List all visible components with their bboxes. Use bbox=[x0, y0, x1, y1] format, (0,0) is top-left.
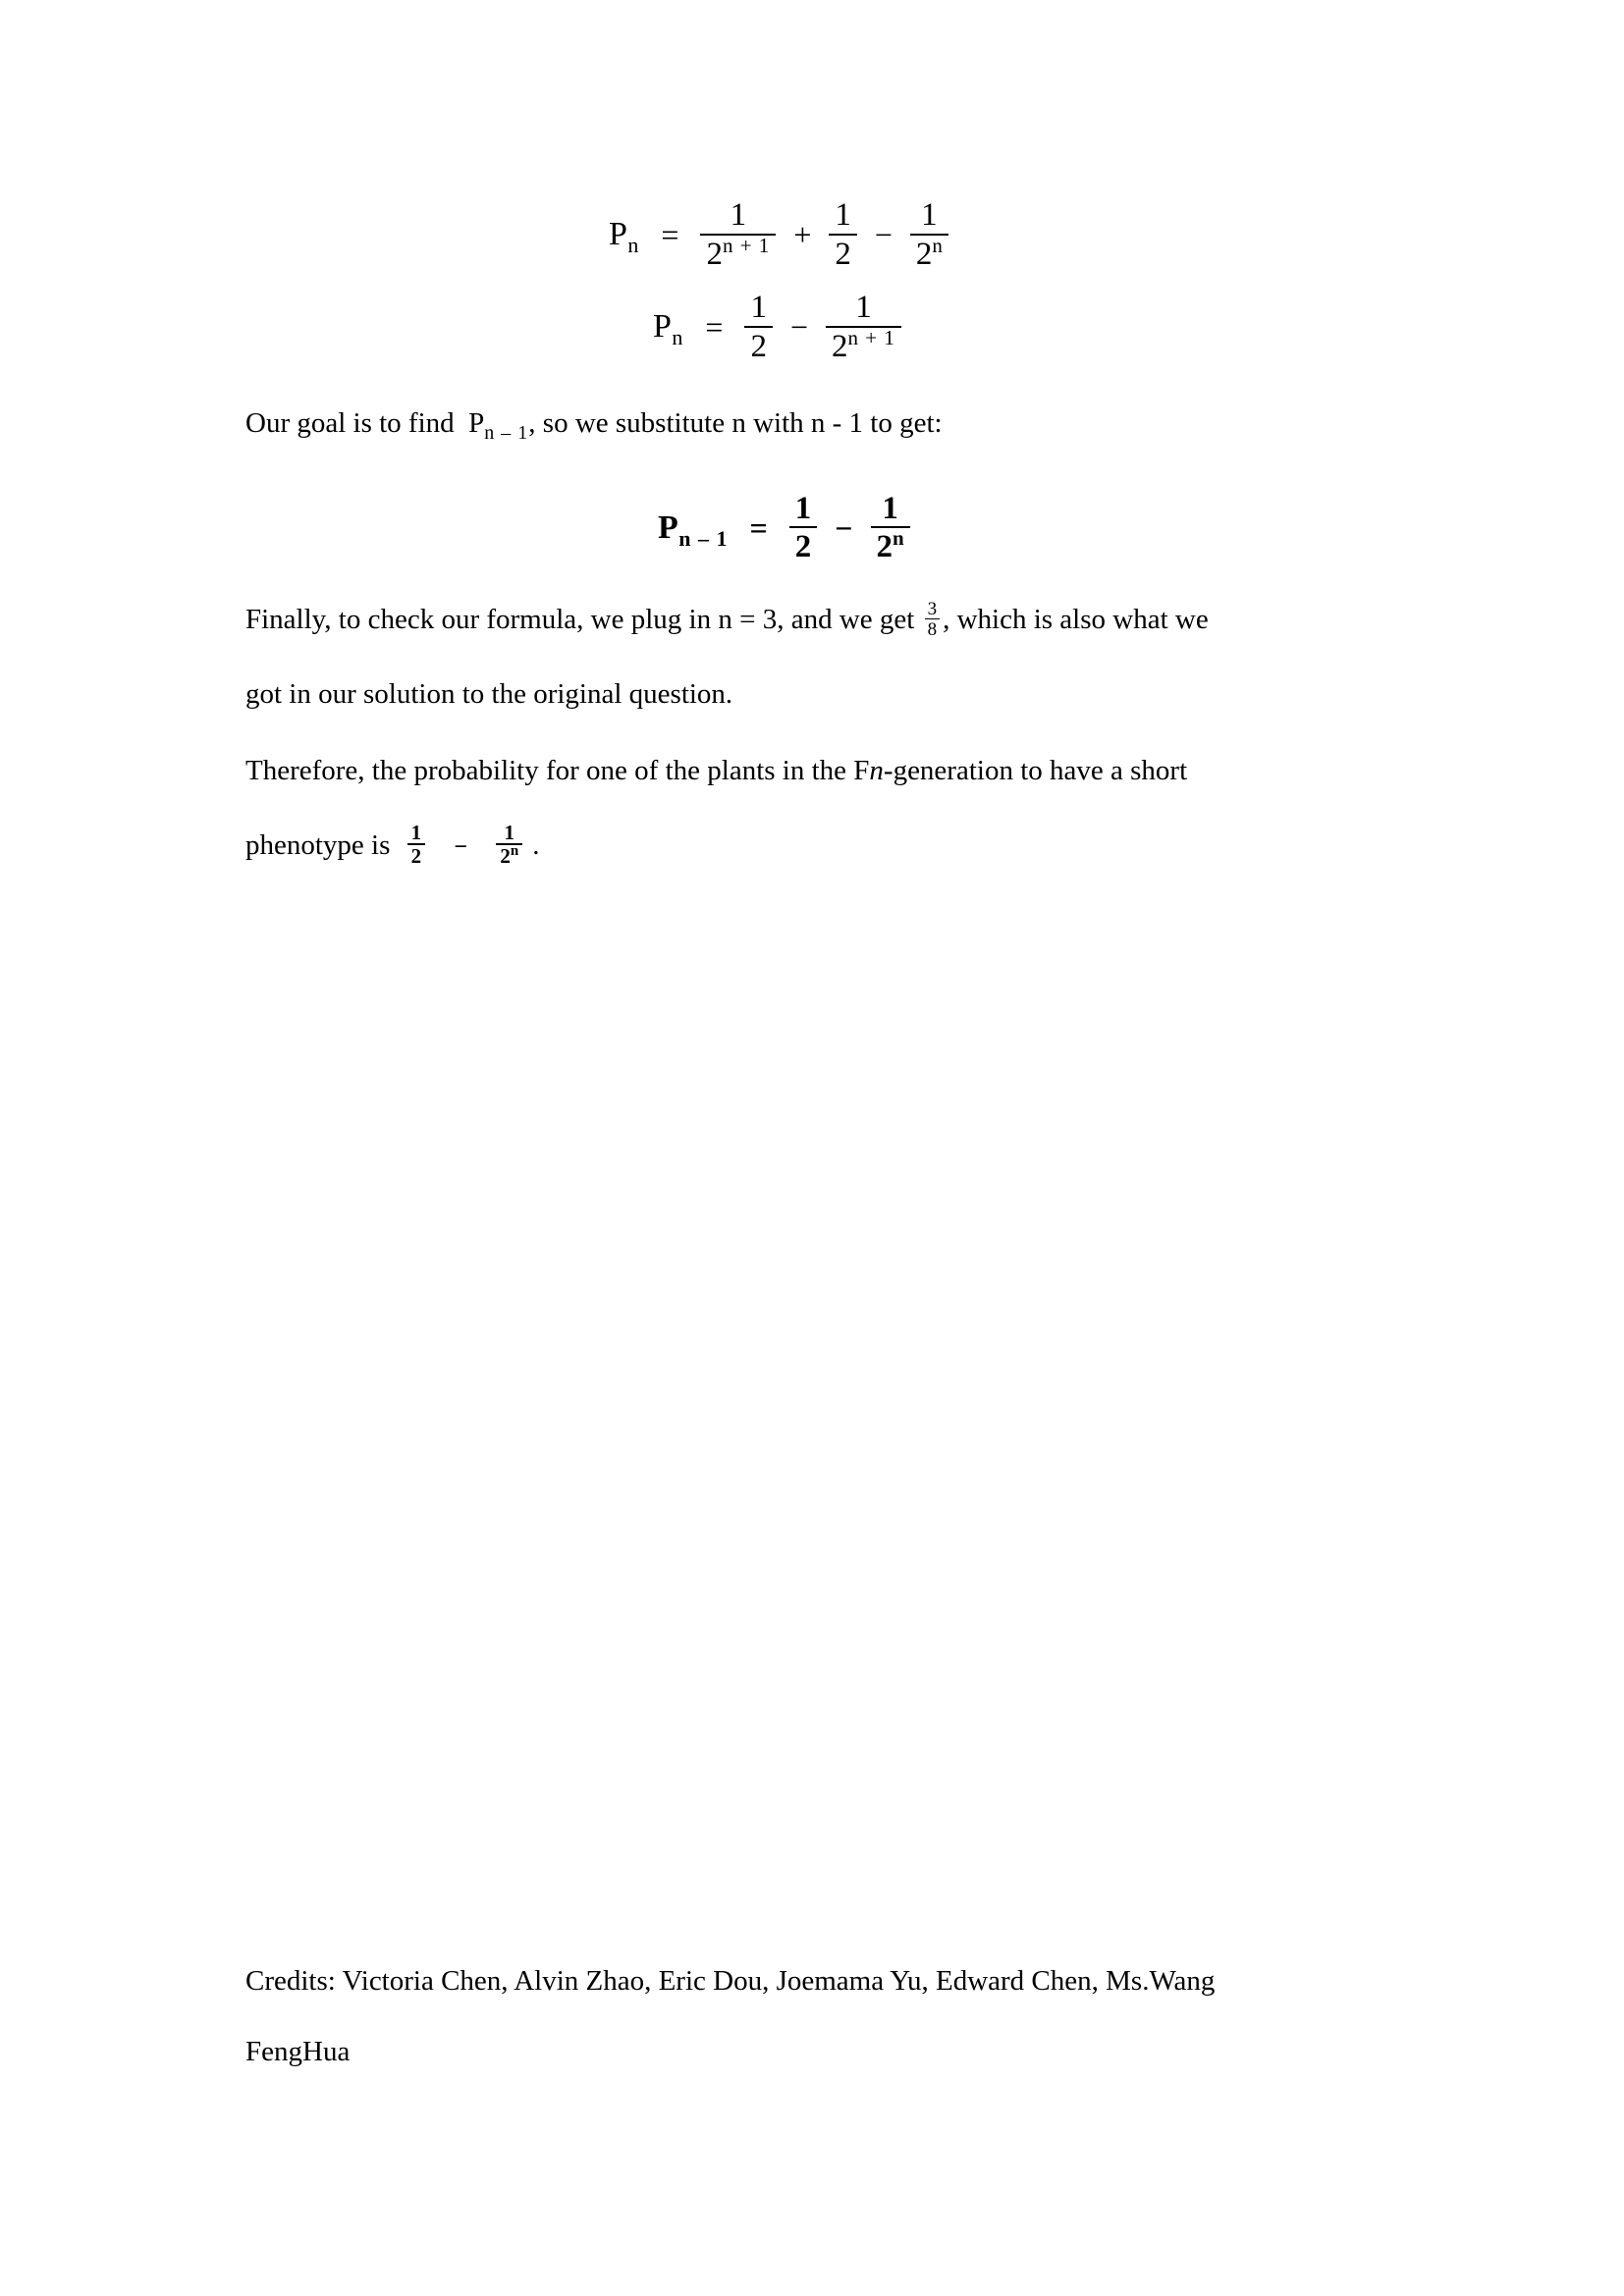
equation-2-fraction-1: $\frac{1}{2}$ bbox=[744, 291, 773, 363]
finally-text-after: , which is also what we bbox=[943, 603, 1209, 635]
paragraph-finally bbox=[245, 590, 1365, 649]
phenotype-text-after: . bbox=[532, 828, 540, 861]
credits-block bbox=[245, 1951, 1384, 2081]
therefore-text-part2: -generation to have a short bbox=[883, 754, 1188, 786]
equation-1-fraction-3: $\frac{1}{2^n}$ bbox=[910, 198, 948, 271]
goal-text-after: , so we substitute n with n - 1 to get: bbox=[528, 406, 943, 439]
document-content bbox=[245, 0, 1365, 877]
equation-1-equals: = bbox=[661, 217, 679, 253]
paragraph-therefore bbox=[245, 741, 1365, 800]
credits-line-2: FengHua bbox=[245, 2036, 351, 2067]
equation-pn-minus-1-result bbox=[245, 492, 1365, 564]
equation-2-operator-minus: − bbox=[789, 309, 809, 346]
paragraph-goal bbox=[245, 394, 1365, 453]
credits-line-1: Credits: Victoria Chen, Alvin Zhao, Eric Dou, Joemama Yu, Edward Chen, Ms.Wang bbox=[245, 1965, 1216, 1997]
finally-text-before: Finally, to check our formula, we plug in n = 3, and we get bbox=[245, 603, 915, 635]
phenotype-operator-minus: − bbox=[454, 833, 468, 860]
phenotype-text-before: phenotype is bbox=[245, 828, 391, 861]
goal-inline-variable: $P_{n - 1}$ bbox=[468, 406, 529, 444]
equation-3-equals: = bbox=[749, 509, 768, 546]
equation-pn-simplified bbox=[245, 291, 1365, 363]
equation-1-lhs: $P_n$ bbox=[609, 216, 640, 257]
paragraph-phenotype-result bbox=[245, 816, 1365, 877]
equation-1-fraction-2: $\frac{1}{2}$ bbox=[829, 198, 857, 271]
goal-text-before: Our goal is to find bbox=[245, 406, 455, 439]
inline-fraction-three-eighths: $\frac{3}{8}$ bbox=[925, 600, 941, 639]
therefore-italic-n: n bbox=[869, 754, 884, 786]
equation-2-equals: = bbox=[705, 309, 724, 346]
equation-1-operator-minus: − bbox=[874, 217, 893, 253]
equation-2-fraction-2: $\frac{1}{2^{n + 1}}$ bbox=[826, 291, 901, 363]
equation-3-fraction-2: $\frac{1}{2^n}$ bbox=[871, 492, 910, 564]
equation-1-fraction-1: $\frac{1}{2^{n + 1}}$ bbox=[700, 198, 776, 271]
equation-pn-expanded bbox=[245, 198, 1365, 271]
phenotype-fraction-two-to-n: $\frac{1}{2^n}$ bbox=[496, 823, 522, 867]
equation-3-operator-minus: − bbox=[835, 509, 853, 546]
phenotype-fraction-one-half: $\frac{1}{2}$ bbox=[407, 823, 426, 867]
paragraph-got-in-solution: got in our solution to the original question. bbox=[245, 677, 733, 710]
therefore-text-part1: Therefore, the probability for one of the plants in the F bbox=[245, 754, 870, 786]
equation-1-operator-plus: + bbox=[793, 217, 812, 253]
equation-2-lhs: $P_n$ bbox=[653, 308, 684, 350]
equation-3-fraction-1: $\frac{1}{2}$ bbox=[789, 492, 818, 564]
equation-3-lhs: $P_{n - 1}$ bbox=[658, 508, 729, 551]
